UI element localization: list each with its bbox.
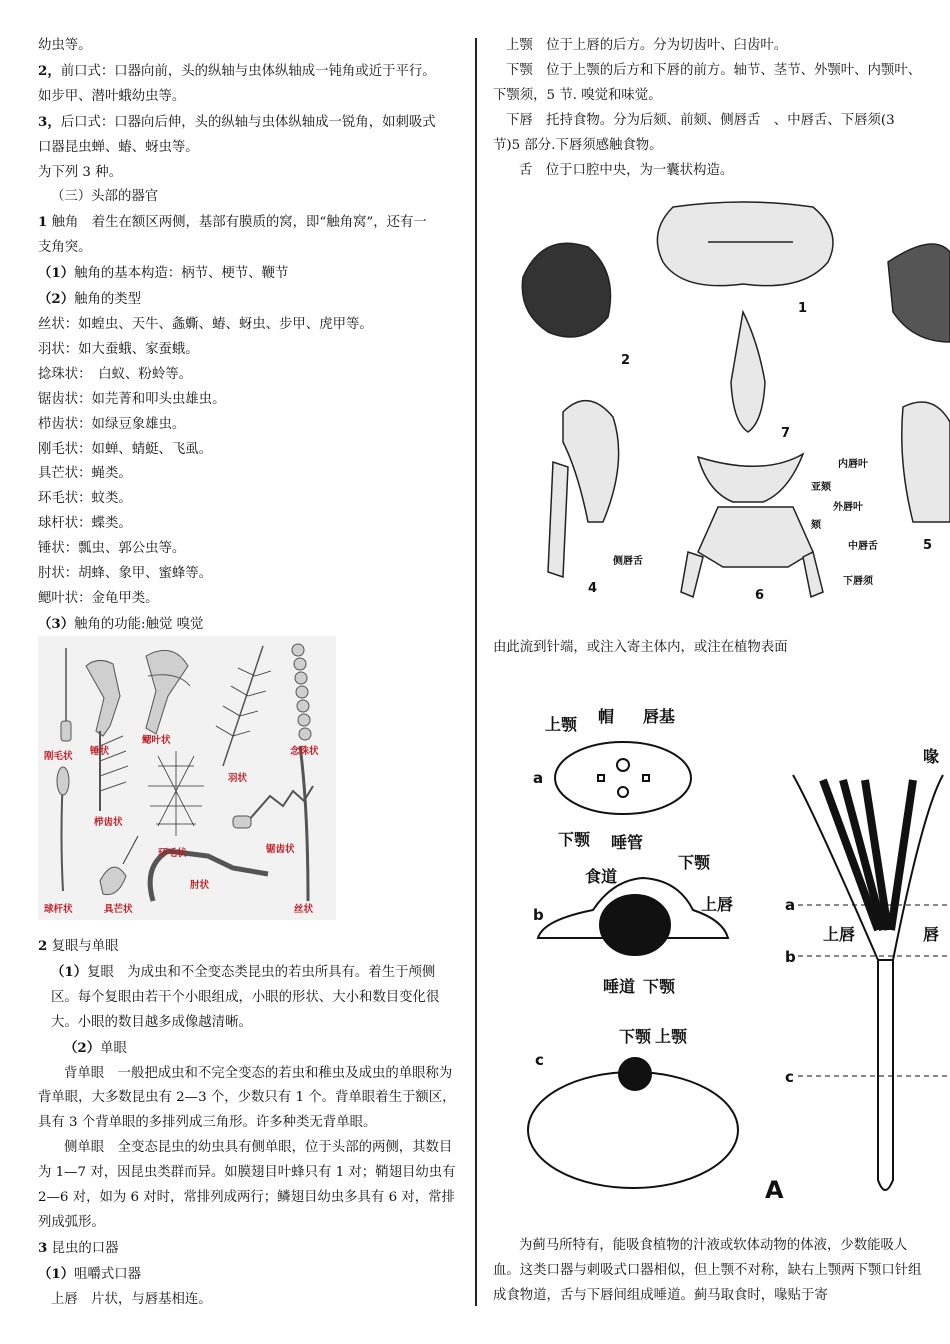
- label-maxilla: 下颚: [678, 853, 711, 872]
- text-line: 由此流到针端，或注入寄主体内，或注在植物表面: [493, 640, 788, 655]
- text-line: 舌 位于口腔中央，为一囊状构造。: [519, 162, 734, 178]
- label-mentum: 颏: [811, 520, 821, 531]
- mouthparts-figure: [493, 192, 950, 612]
- label-capitate: 球杆状: [44, 904, 73, 915]
- paragraph-thrips: 为蓟马所特有，能吸食植物的汁液或软体动物的体液，少数能吸人血。这类口器与刺吸式口器相似，但上颚不对称，缺右上颚两下颚口针组成食物道，舌与下唇间组成唾道。蓟马取食时，喙贴于寄: [493, 1238, 922, 1303]
- left-column: [38, 34, 460, 638]
- list-item: 锤状：瓢虫、郭公虫等。: [38, 541, 186, 557]
- label-lip: 唇: [923, 925, 940, 944]
- column-divider: [475, 38, 477, 1306]
- figure-number: 7: [781, 426, 791, 441]
- label-labial-palp: 下唇须: [843, 576, 873, 587]
- label-maxilla: 下颚: [643, 977, 676, 996]
- label-maxilla: 下颚: [558, 830, 591, 849]
- list-item-opisthognathous: 3，后口式：口器向后伸，头的纵轴与虫体纵轴成一锐角，如刺吸式: [38, 113, 436, 130]
- section-label: a: [533, 769, 544, 787]
- antenna-heading: 1 触角 着生在额区两侧，基部有膜质的窝，即“触角窝”，还有一: [38, 214, 427, 231]
- label-aristate: 具芒状: [104, 904, 133, 915]
- list-item: 锯齿状：如芫菁和叩头虫雄虫。: [38, 391, 226, 407]
- section-label: c: [785, 1068, 794, 1086]
- figure-number: 5: [923, 538, 933, 553]
- right-column-lower: [493, 1234, 923, 1309]
- figure-label: A: [765, 1176, 784, 1204]
- label-plumose: 羽状: [228, 773, 248, 784]
- label-submentum: 亚颏: [811, 482, 831, 493]
- mouthparts-illustration: [493, 192, 950, 612]
- label-maxilla: 下颚: [619, 1027, 652, 1046]
- left-column-lower: [38, 934, 460, 1313]
- label-mandible: 上颚: [545, 715, 578, 734]
- label-serrate: 锯齿状: [266, 844, 295, 855]
- antenna-illustration: [38, 636, 336, 920]
- section-label: a: [785, 896, 796, 914]
- figure-number: 1: [798, 301, 808, 316]
- label-paraglossa: 侧唇舌: [613, 556, 643, 567]
- list-item: 球杆状：蝶类。: [38, 516, 132, 532]
- piercing-sucking-figure: [493, 700, 950, 1210]
- label-lamellate: 鳃叶状: [142, 735, 171, 746]
- paragraph-labium: 下唇 托持食物。分为后颏、前颏、侧唇舌 、中唇舌、下唇须(3 节)5 部分.下唇须感触食物。: [493, 112, 895, 153]
- label-cap: 帽: [598, 707, 615, 726]
- label-filiform: 丝状: [294, 904, 314, 915]
- section-heading: 2 复眼与单眼: [38, 938, 119, 954]
- subheading: （2）触角的类型: [38, 291, 142, 308]
- paragraph-compound-eye: （1）复眼 为成虫和不全变态类昆虫的若虫所具有。着生于颅侧区。每个复眼由若干个小眼组成，小眼的形状、大小和数目变化很大。小眼的数目越多成像越清晰。: [51, 963, 440, 1030]
- label-mandible: 上颚: [655, 1027, 688, 1046]
- subheading: （3）触角的功能:触觉 嗅觉: [38, 615, 204, 632]
- label-galea-inner: 内唇叶: [838, 459, 868, 470]
- label-food-canal: 食道: [585, 867, 618, 886]
- figure-number: 4: [588, 581, 598, 596]
- subheading: （2）单眼: [64, 1039, 127, 1056]
- subheading: （1）咀嚼式口器: [38, 1265, 142, 1282]
- list-item: 具芒状：蝇类。: [38, 466, 132, 482]
- list-item: 鳃叶状：金龟甲类。: [38, 590, 159, 606]
- text-line: 如步甲、潜叶蛾幼虫等。: [38, 88, 186, 104]
- list-item: 刚毛状：如蝉、蜻蜓、飞虱。: [38, 441, 213, 457]
- list-item: 栉齿状：如绿豆象雄虫。: [38, 416, 186, 432]
- label-pectinate: 栉齿状: [94, 817, 123, 828]
- label-clavate: 锤状: [90, 746, 110, 757]
- section-label: b: [785, 948, 796, 966]
- section-label: b: [533, 906, 544, 924]
- text-line: 口器昆虫蝉、蝽、蚜虫等。: [38, 139, 199, 155]
- label-geniculate: 肘状: [190, 880, 210, 891]
- paragraph-maxilla: 下颚 位于上颚的后方和下唇的前方。轴节、茎节、外颚叶、内颚叶、下颚须，5 节. 嗅觉和味觉。: [493, 62, 922, 103]
- label-labrum: 上唇: [823, 925, 856, 944]
- paragraph-lateral-ocelli: 侧单眼 全变态昆虫的幼虫具有侧单眼，位于头部的两侧，其数目为 1—7 对，因昆虫类群而异。如膜翅目叶蜂只有 1 对；鞘翅目幼虫有 2—6 对，如为 6 对时，常排列成两行；鳞翅目幼虫多具有 6 对，常排列成弧形。: [38, 1140, 456, 1230]
- section-heading: （三）头部的器官: [51, 189, 159, 205]
- label-salivary-canal: 唾道: [603, 977, 636, 996]
- text-line: 幼虫等。: [38, 38, 92, 53]
- text-line: 支角突。: [38, 240, 92, 256]
- right-column: [493, 34, 923, 183]
- antenna-types-figure: [38, 636, 336, 920]
- figure-number: 2: [621, 353, 631, 368]
- text-line: 为下列 3 种。: [38, 164, 122, 180]
- piercing-sucking-illustration: [493, 700, 950, 1210]
- label-labrum: 上唇: [701, 895, 734, 914]
- paragraph-dorsal-ocelli: 背单眼 一般把成虫和不完全变态的若虫和稚虫及成虫的单眼称为背单眼，大多数昆虫有 2—3 个，少数只有 1 个。背单眼着生于额区，具有 3 个背单眼的多排列成三角形。许多种类无背单眼。: [38, 1065, 456, 1131]
- label-galea-outer: 外唇叶: [833, 502, 863, 513]
- label-plumose-ring: 环毛状: [158, 848, 187, 859]
- text-line: 上唇 片状，与唇基相连。: [51, 1291, 212, 1307]
- section-label: c: [535, 1051, 544, 1069]
- figure-number: 6: [755, 588, 765, 603]
- label-moniliform: 念珠状: [290, 746, 319, 757]
- list-item: 环毛状：蚊类。: [38, 491, 132, 507]
- label-setaceous: 刚毛状: [44, 751, 73, 762]
- list-item-prognathous: 2，前口式：口器向前，头的纵轴与虫体纵轴成一钝角或近于平行。: [38, 62, 436, 79]
- list-item: 羽状：如大蚕蛾、家蚕蛾。: [38, 341, 199, 357]
- list-item: 肘状：胡蜂、象甲、蜜蜂等。: [38, 566, 213, 582]
- label-salivary-tube: 唾管: [611, 833, 644, 852]
- list-item: 捻珠状： 白蚁、粉蛉等。: [38, 366, 192, 382]
- right-column-mid: [493, 636, 923, 661]
- text-line: 上颚 位于上唇的后方。分为切齿叶、臼齿叶。: [506, 38, 788, 53]
- section-heading: 3 昆虫的口器: [38, 1239, 119, 1256]
- subheading: （1）触角的基本构造：柄节、梗节、鞭节: [38, 265, 289, 282]
- label-beak: 喙: [923, 747, 940, 766]
- list-item: 丝状：如蝗虫、天牛、螽蟖、蝽、蚜虫、步甲、虎甲等。: [38, 316, 373, 332]
- label-clypeus: 唇基: [643, 707, 676, 726]
- label-glossa: 中唇舌: [848, 541, 878, 552]
